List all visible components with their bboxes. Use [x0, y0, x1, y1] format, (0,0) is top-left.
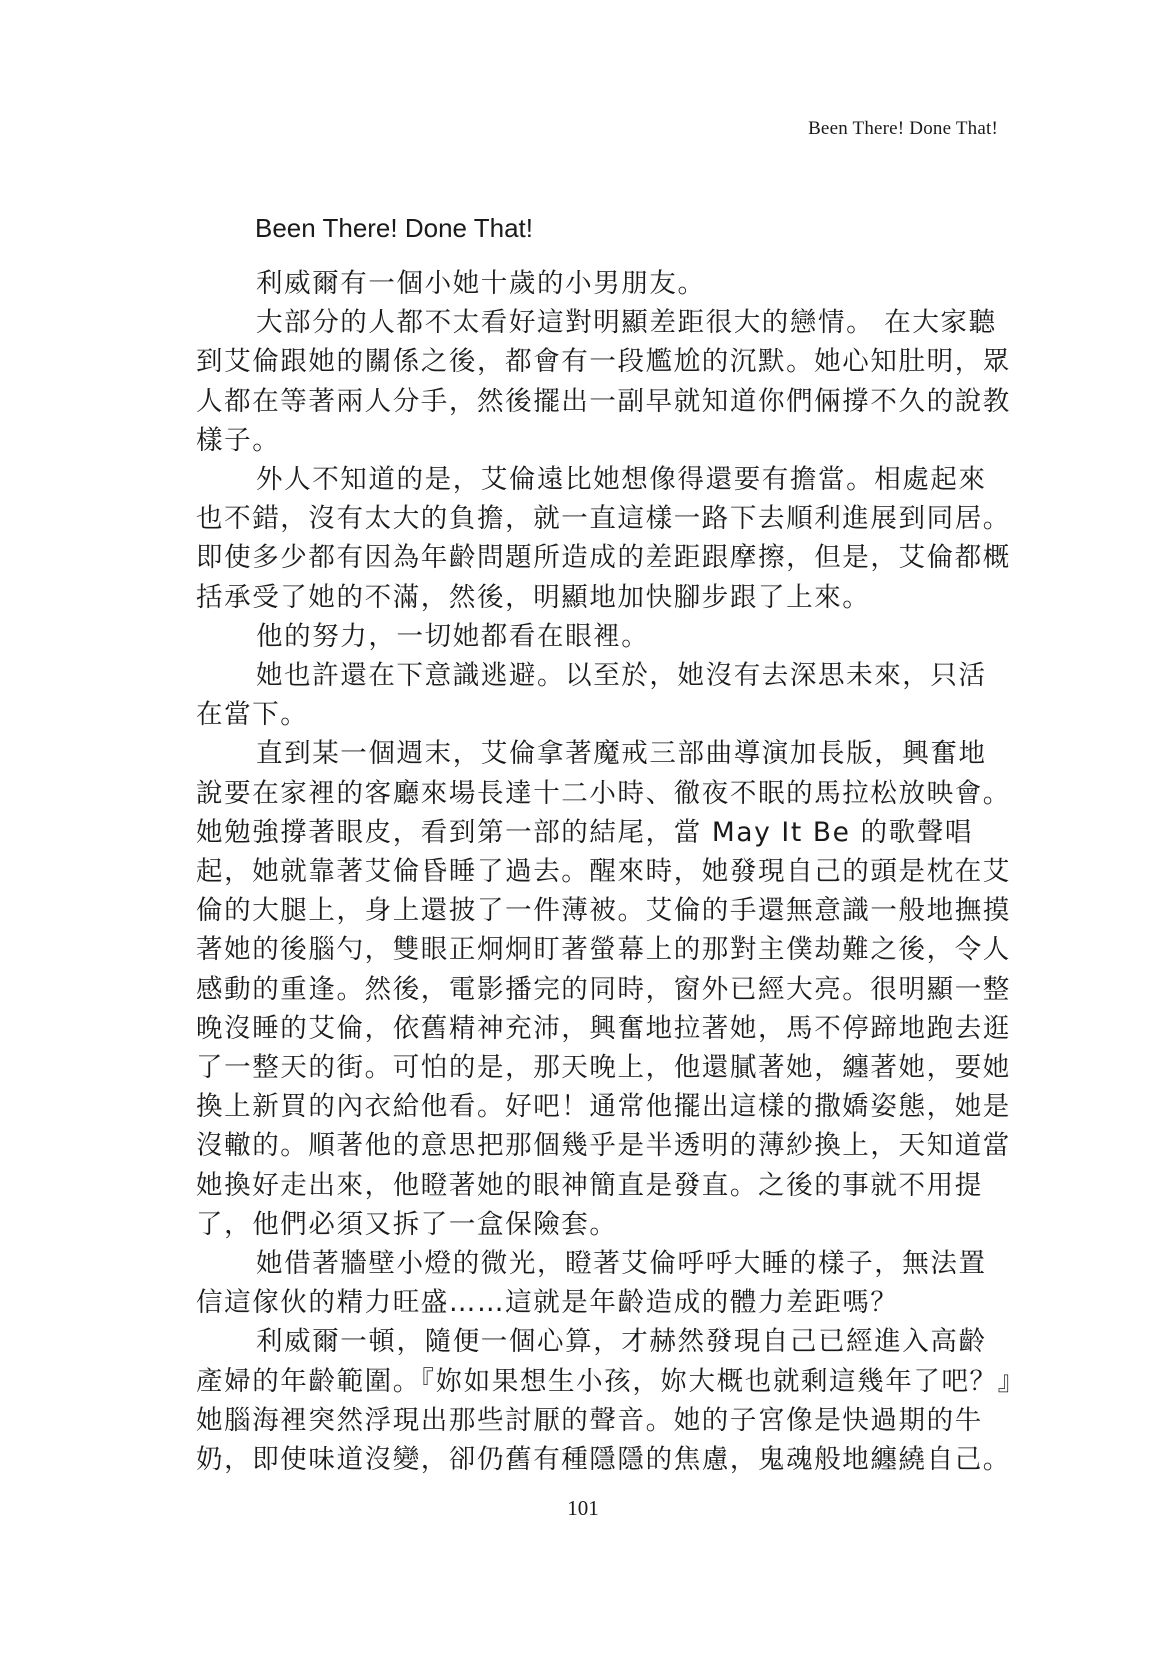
paragraph: 她借著牆壁小燈的微光，瞪著艾倫呼呼大睡的樣子，無法置信這傢伙的精力旺盛……這就是年齡造成的體力差距嗎？: [196, 1248, 987, 1319]
body-text: [196, 264, 1014, 1479]
running-header: Been There! Done That!: [808, 118, 998, 139]
paragraph: 利威爾一頓，隨便一個心算，才赫然發現自己已經進入高齡產婦的年齡範圍。『妳如果想生小孩，妳大概也就剩這幾年了吧？』她腦海裡突然浮現出那些討厭的聲音。她的子宮像是快過期的牛奶，即使味道沒變，卻仍舊有種隱隱的焦慮，鬼魂般地纏繞自己。: [196, 1326, 1013, 1476]
paragraph: 大部分的人都不太看好這對明顯差距很大的戀情。 在大家聽到艾倫跟她的關係之後，都會有一段尷尬的沉默。她心知肚明，眾人都在等著兩人分手，然後擺出一副早就知道你們倆撐不久的說教樣子。: [196, 307, 1011, 456]
paragraph: 他的努力，一切她都看在眼裡。: [256, 620, 650, 652]
chapter-title: Been There! Done That!: [255, 213, 534, 244]
paragraph: 利威爾有一個小她十歲的小男朋友。: [256, 268, 706, 299]
paragraph: 她也許還在下意識逃避。以至於，她沒有去深思未來，只活在當下。: [196, 660, 987, 731]
paragraph: 直到某一個週末，艾倫拿著魔戒三部曲導演加長版，興奮地說要在家裡的客廳來場長達十二小時、徹夜不眠的馬拉松放映會。她勉強撐著眼皮，看到第一部的結尾，當 May It Be 的歌聲唱起，她就靠著艾倫昏睡了過去。醒來時，她發現自己的頭是枕在艾倫的大腿上，身上還披了一件薄被。艾倫的手還無意識一般地撫摸著她的後腦勺，雙眼正炯炯盯著螢幕上的那對主僕劫難之後，令人感動的重逢。然後，電影播完的同時，窗外已經大亮。很明顯一整晚沒睡的艾倫，依舊精神充沛，興奮地拉著她，馬不停蹄地跑去逛了一整天的街。可怕的是，那天晚上，他還膩著她，纏著她，要她換上新買的內衣給他看。好吧！通常他擺出這樣的撒嬌姿態，她是沒轍的。順著他的意思把那個幾乎是半透明的薄紗換上，天知道當她換好走出來，他瞪著她的眼神簡直是發直。之後的事就不用提了，他們必須又拆了一盒保險套。: [196, 738, 1011, 1240]
paragraph: 外人不知道的是，艾倫遠比她想像得還要有擔當。相處起來也不錯，沒有太大的負擔，就一直這樣一路下去順利進展到同居。即使多少都有因為年齡問題所造成的差距跟摩擦，但是，艾倫都概括承受了她的不滿，然後，明顯地加快腳步跟了上來。: [196, 464, 1011, 613]
page-number: 101: [567, 1496, 599, 1520]
